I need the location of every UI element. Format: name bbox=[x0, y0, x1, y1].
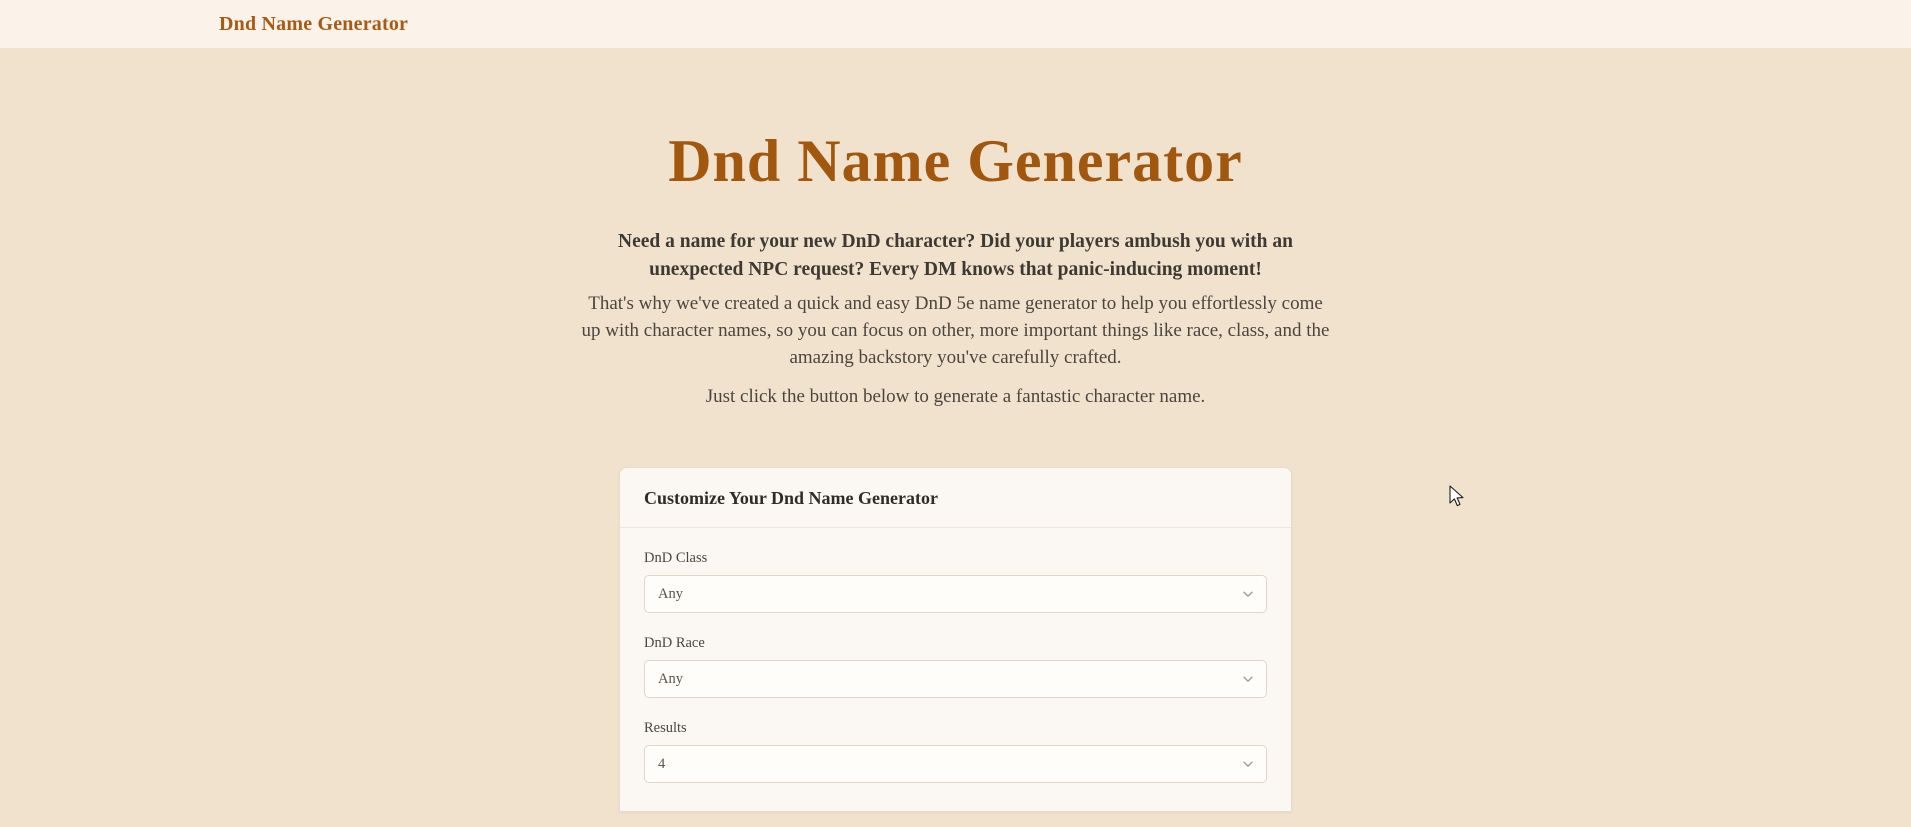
hero-cta-text: Just click the button below to generate a fantastic character name. bbox=[705, 386, 1206, 408]
field-dnd-class bbox=[644, 550, 1267, 613]
page-title: Dnd Name Generator bbox=[668, 128, 1243, 194]
select-dnd-race[interactable]: Any bbox=[644, 660, 1267, 698]
hero-lead-text: Need a name for your new DnD character? Did your players ambush you with an unexpected NPC request? Every DM knows that panic-inducing moment! bbox=[618, 231, 1293, 280]
select-dnd-class[interactable]: Any bbox=[644, 575, 1267, 613]
brand-link[interactable]: Dnd Name Generator bbox=[219, 12, 409, 35]
card-title: Customize Your Dnd Name Generator bbox=[644, 488, 938, 508]
select-results[interactable]: 4 bbox=[644, 745, 1267, 783]
mouse-cursor bbox=[1449, 485, 1467, 509]
customize-card bbox=[619, 467, 1292, 812]
label-results: Results bbox=[644, 720, 687, 736]
hero-body-text: That's why we've created a quick and easy DnD 5e name generator to help you effortlessly come up with character names, so you can focus on other, more important things like race, class, and the amazing backstory you've carefully crafted. bbox=[581, 293, 1330, 369]
select-wrap-results bbox=[644, 745, 1267, 783]
select-wrap-dnd-class bbox=[644, 575, 1267, 613]
select-wrap-dnd-race bbox=[644, 660, 1267, 698]
top-navbar bbox=[0, 0, 1911, 48]
card-header bbox=[620, 468, 1291, 528]
field-dnd-race bbox=[644, 635, 1267, 698]
hero-section bbox=[0, 48, 1911, 411]
label-dnd-race: DnD Race bbox=[644, 635, 705, 651]
field-results bbox=[644, 720, 1267, 783]
label-dnd-class: DnD Class bbox=[644, 550, 708, 566]
card-body bbox=[620, 528, 1291, 811]
